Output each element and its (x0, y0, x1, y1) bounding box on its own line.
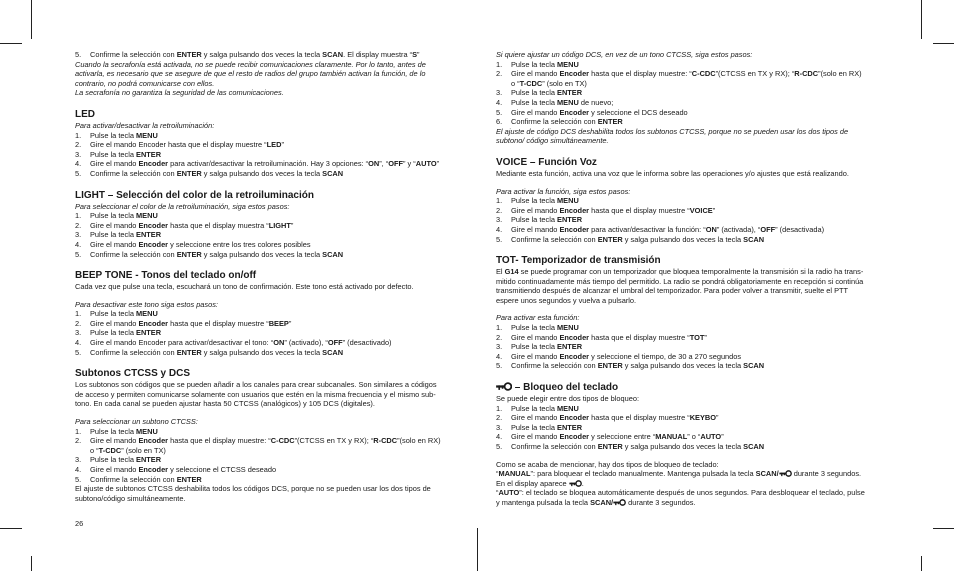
light-heading: LIGHT – Selección del color de la retroiluminación (75, 189, 314, 201)
ctcss-desc-line: Los subtonos son códigos que se pueden añadir a los canales para crear subcanales. Son similares a códigos (75, 380, 437, 390)
ctcss-step-2-cont: o “T-CDC” (solo en TX) (90, 445, 166, 455)
dcs-step-5: 5. Gire el mando Encoder y seleccione el DCS deseado (496, 107, 688, 117)
tot-step-5: 5. Confirme la selección con ENTER y salga pulsando dos veces la tecla SCAN (496, 361, 765, 371)
key-icon (779, 470, 792, 477)
keylock-heading: – Bloqueo del teclado (496, 382, 896, 394)
ctcss-step-3: 3. Pulse la tecla ENTER (75, 455, 162, 465)
tot-heading: TOT- Temporizador de transmisión (496, 255, 661, 267)
voice-step-3: 3. Pulse la tecla ENTER (496, 215, 583, 225)
led-step-4: 4. Gire el mando Encoder para activar/desactivar la retroiluminación. Hay 3 opciones: “ON”, “OFF” y “AUTO” (75, 159, 440, 169)
crop-mark (31, 556, 32, 571)
secrafonia-note-line: activarla, es necesario que se asegure de que el resto de radios del grupo también activan la función, de lo (75, 69, 426, 79)
beep-step-5: 5. Confirme la selección con ENTER y salga pulsando dos veces la tecla SCAN (75, 347, 344, 357)
crop-mark (921, 0, 922, 39)
secrafonia-step-5: 5. Confirme la selección con ENTER y salga pulsando dos veces la tecla SCAN. El display muestra “S” (75, 50, 420, 59)
ctcss-step-4: 4. Gire el mando Encoder y seleccione el CTCSS deseado (75, 465, 277, 474)
dcs-step-1: 1. Pulse la tecla MENU (496, 59, 579, 69)
ctcss-desc-line: de acceso y permiten comunicarse solamente con usuarios que estén en la misma frecuencia y el mismo sub- (75, 389, 436, 399)
led-heading: LED (75, 108, 95, 120)
dcs-step-2-cont: o “T-CDC” (solo en TX) (511, 78, 587, 88)
led-step-2: 2. Gire el mando Encoder hasta que el display muestre “LED” (75, 140, 284, 150)
crop-mark (0, 43, 22, 44)
voice-intro: Para activar la función, siga estos pasos: (496, 186, 631, 196)
keylock-display-line: En el display aparece . (496, 478, 584, 488)
light-step-3: 3. Pulse la tecla ENTER (75, 230, 162, 240)
dcs-note-line: subtono/ código simultáneamente. (496, 136, 609, 146)
voice-desc: Mediante esta función, activa una voz que le informa sobre las operaciones y/o ajustes que está realizando. (496, 168, 849, 178)
tot-desc-line: transmitiendo después de alcanzar el umbral del temporizador. Para poder volver a transmitir, suelte el PTT (496, 286, 849, 296)
ctcss-step-5: 5. Confirme la selección con ENTER (75, 474, 202, 484)
ctcss-note-line: El ajuste de subtonos CTCSS deshabilita todos los códigos DCS, porque no se pueden usar los dos tipos de (75, 484, 431, 494)
beep-step-1: 1. Pulse la tecla MENU (75, 309, 158, 319)
keylock-step-3: 3. Pulse la tecla ENTER (496, 422, 583, 432)
ctcss-intro: Para seleccionar un subtono CTCSS: (75, 417, 198, 427)
dcs-step-6: 6. Confirme la selección con ENTER (496, 117, 623, 127)
keylock-step-4: 4. Gire el mando Encoder y seleccione entre “MANUAL” o “AUTO” (496, 432, 724, 442)
tot-step-3: 3. Pulse la tecla ENTER (496, 342, 583, 352)
led-step-3: 3. Pulse la tecla ENTER (75, 149, 162, 159)
page-number: 26 (75, 519, 84, 528)
crop-mark (921, 556, 922, 571)
tot-desc-line: El G14 se puede programar con un temporizador que bloquea temporalmente la transmisión si la radio ha trans- (496, 267, 864, 277)
beep-intro: Para desactivar este tono siga estos pasos: (75, 299, 218, 309)
keylock-step-1: 1. Pulse la tecla MENU (496, 403, 579, 413)
led-step-1: 1. Pulse la tecla MENU (75, 130, 158, 140)
ctcss-step-1: 1. Pulse la tecla MENU (75, 426, 158, 436)
tot-step-4: 4. Gire el mando Encoder y seleccione el tiempo, de 30 a 270 segundos (496, 351, 742, 361)
light-step-4: 4. Gire el mando Encoder y seleccione entre los tres colores posibles (75, 239, 311, 249)
voice-step-5: 5. Confirme la selección con ENTER y salga pulsando dos veces la tecla SCAN (496, 234, 765, 244)
dcs-note-line: El ajuste de código DCS deshabilita todos los subtonos CTCSS, porque no se pueden usar los dos tipos de (496, 126, 849, 136)
led-step-5: 5. Confirme la selección con ENTER y salga pulsando dos veces la tecla SCAN (75, 168, 344, 178)
keylock-step-5: 5. Confirme la selección con ENTER y salga pulsando dos veces la tecla SCAN (496, 442, 765, 451)
secrafonia-note-line: Cuando la secrafonía está activada, no se puede recibir comunicaciones claramente. Por lo tanto, antes de (75, 59, 426, 69)
beep-step-3: 3. Pulse la tecla ENTER (75, 328, 162, 338)
beep-step-4: 4. Gire el mando Encoder para activar/desactivar el tono: “ON” (activado), “OFF” (desactivado) (75, 338, 392, 348)
dcs-intro: Si quiere ajustar un código DCS, en vez de un tono CTCSS, siga estos pasos: (496, 50, 753, 59)
light-intro: Para seleccionar el color de la retroiluminación, siga estos pasos: (75, 201, 290, 211)
crop-mark (477, 528, 478, 571)
key-icon (496, 382, 512, 391)
dcs-step-4: 4. Pulse la tecla MENU de nuevo; (496, 97, 614, 107)
ctcss-heading: Subtonos CTCSS y DCS (75, 368, 191, 380)
left-column (75, 50, 475, 503)
crop-mark (31, 0, 32, 39)
dcs-step-3: 3. Pulse la tecla ENTER (496, 88, 583, 98)
ctcss-desc-line: tono. En cada canal se pueden ajustar hasta 50 CTCSS (analógicos) y 105 DCS (digitales). (75, 399, 375, 409)
beep-step-2: 2. Gire el mando Encoder hasta que el display muestre “BEEP” (75, 318, 292, 328)
right-column (496, 50, 896, 508)
crop-mark (933, 43, 954, 44)
secrafonia-note-line: La secrafonía no garantiza la seguridad de las comunicaciones. (75, 88, 284, 98)
keylock-manual-line: “MANUAL”: para bloquear el teclado manualmente. Mantenga pulsada la tecla SCAN/ durante 3 segundos. (496, 469, 862, 479)
dcs-step-2: 2. Gire el mando Encoder hasta que el display muestre: “C-CDC”(CTCSS en TX y RX); “R-CDC”(solo en RX) (496, 69, 862, 79)
ctcss-note-line: subtono/código simultáneamente. (75, 493, 186, 503)
led-intro: Para activar/desactivar la retroiluminación: (75, 120, 215, 130)
light-step-5: 5. Confirme la selección con ENTER y salga pulsando dos veces la tecla SCAN (75, 249, 344, 259)
voice-step-2: 2. Gire el mando Encoder hasta que el display muestre “VOICE” (496, 205, 716, 215)
crop-mark (0, 528, 22, 529)
keylock-intro: Se puede elegir entre dos tipos de bloqueo: (496, 394, 639, 404)
tot-step-1: 1. Pulse la tecla MENU (496, 323, 579, 333)
tot-intro: Para activar esta función: (496, 313, 580, 323)
beep-heading: BEEP TONE - Tonos del teclado on/off (75, 270, 257, 282)
key-icon (569, 480, 582, 487)
tot-step-2: 2. Gire el mando Encoder hasta que el display muestre “TOT” (496, 332, 707, 342)
keylock-step-2: 2. Gire el mando Encoder hasta que el display muestre “KEYBO” (496, 413, 719, 423)
beep-desc: Cada vez que pulse una tecla, escuchará un tono de confirmación. Este tono está activado por defecto. (75, 282, 414, 292)
keylock-mode-intro: Como se acaba de mencionar, hay dos tipos de bloqueo de teclado: (496, 459, 719, 469)
tot-desc-line: espere unos segundos y vuelva a pulsarlo. (496, 295, 637, 305)
ctcss-step-2: 2. Gire el mando Encoder hasta que el display muestre: “C-CDC”(CTCSS en TX y RX); “R-CDC”(solo en RX) (75, 436, 441, 446)
light-step-2: 2. Gire el mando Encoder hasta que el display muestra “LIGHT” (75, 220, 294, 230)
light-step-1: 1. Pulse la tecla MENU (75, 211, 158, 221)
crop-mark (933, 528, 954, 529)
secrafonia-note-line: contrario, no podrá comunicarse con ellos. (75, 78, 215, 88)
keylock-auto-line-2: y mantenga pulsada la tecla SCAN/ durante 3 segundos. (496, 497, 696, 507)
key-icon (613, 499, 626, 506)
tot-desc-line: mitido continuadamente más tiempo del permitido. La radio se pondrá obligatoriamente en recepción si continúa (496, 276, 864, 286)
voice-step-1: 1. Pulse la tecla MENU (496, 196, 579, 206)
keylock-auto-line: “AUTO”: el teclado se bloquea automáticamente después de unos segundos. Para desbloquear el teclado, pulse (496, 488, 865, 498)
voice-step-4: 4. Gire el mando Encoder para activar/desactivar la función: “ON” (activada), “OFF” (desactivada) (496, 224, 825, 234)
voice-heading: VOICE – Función Voz (496, 156, 597, 168)
